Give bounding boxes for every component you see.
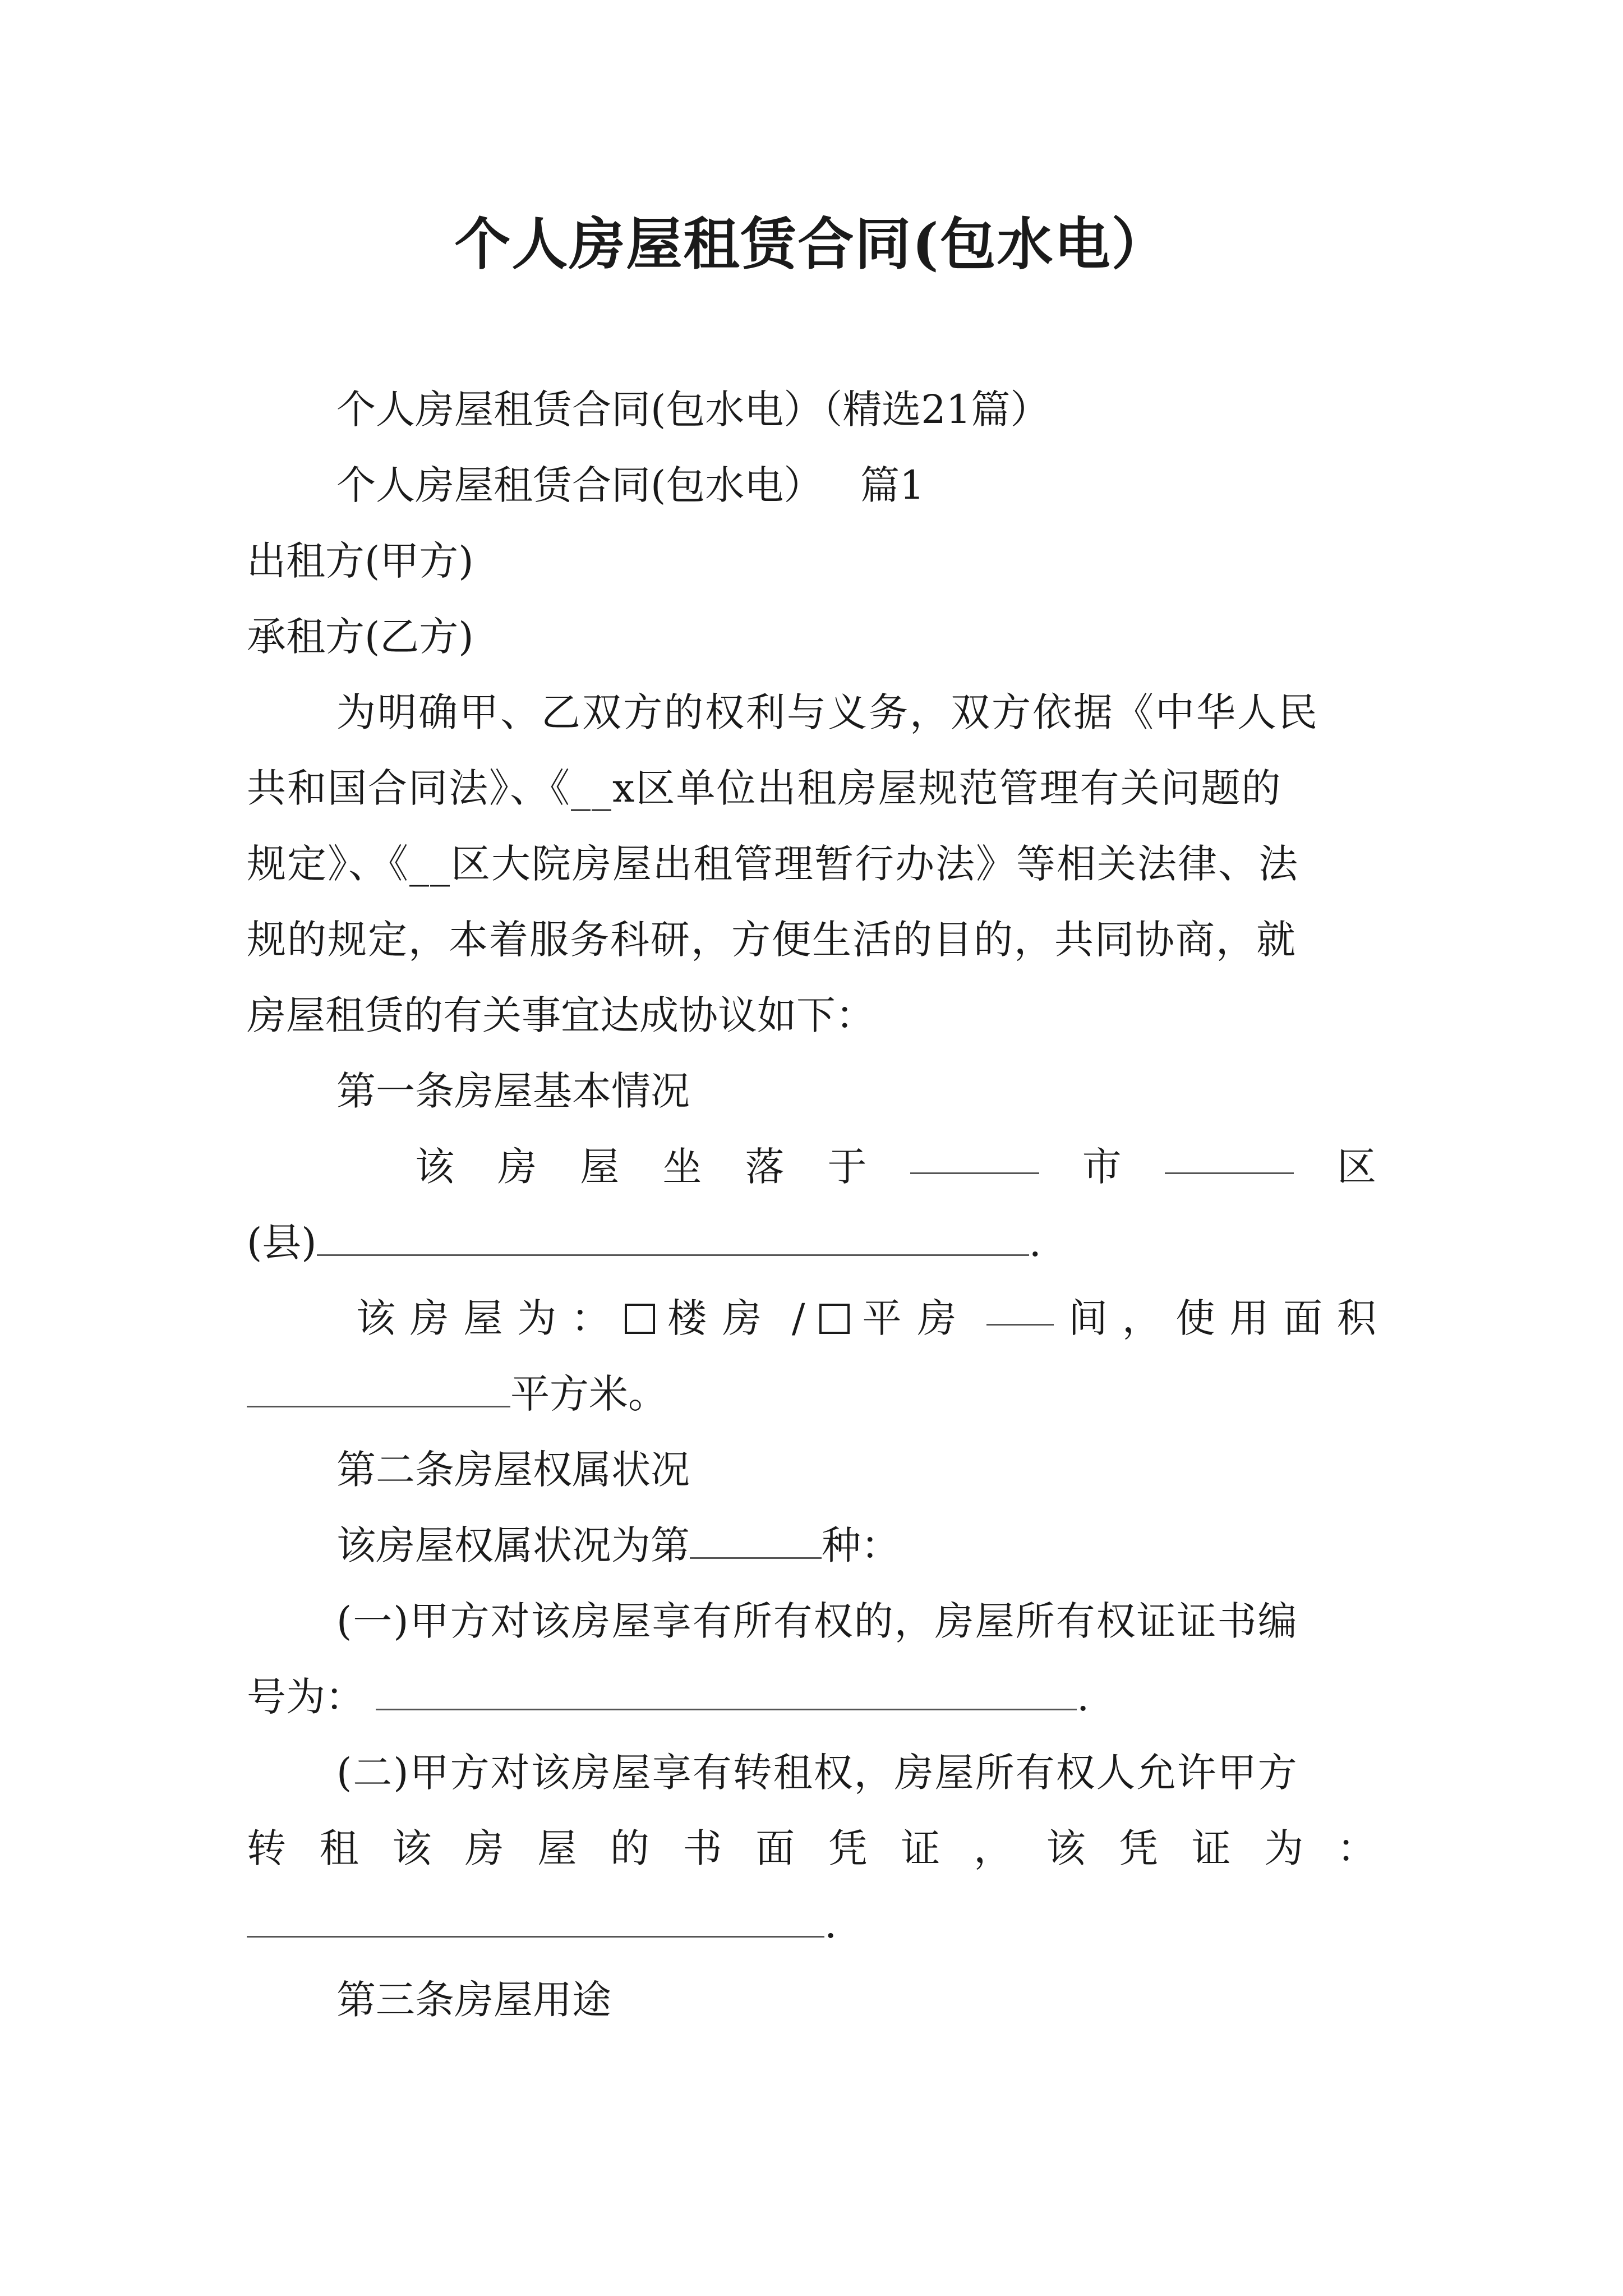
city-blank (910, 1139, 1039, 1174)
article-1-heading: 第一条房屋基本情况 (336, 1068, 690, 1114)
sublease-certificate-blank (247, 1902, 824, 1938)
room-count-blank (986, 1290, 1054, 1326)
ownership-clause-1: (一)甲方对该房屋享有所有权的，房屋所有权证证书编 (336, 1598, 1298, 1644)
article-2-heading: 第二条房屋权属状况 (336, 1447, 690, 1493)
preamble-line: 共和国合同法》、《__x区单位出租房屋规范管理有关问题的 (247, 765, 1282, 811)
location-line: 该 房 屋 坐 落 于 市 区 (415, 1139, 1376, 1195)
sublease-certificate-line: 转 租 该 房 屋 的 书 面 凭 证 ， 该 凭 证 为 ： (247, 1825, 1376, 1871)
address-blank (317, 1221, 1029, 1256)
preamble-line: 规的规定，本着服务科研，方便生活的目的，共同协商，就 (247, 917, 1297, 963)
bungalow-checkbox[interactable] (819, 1304, 850, 1334)
preamble-line: 规定》、《__区大院房屋出租管理暂行办法》等相关法律、法 (247, 841, 1299, 887)
section-heading: 个人房屋租赁合同(包水电） 篇1 (336, 462, 925, 508)
certificate-number-line: 号为： . (247, 1674, 1090, 1720)
district-blank (1165, 1139, 1294, 1174)
building-checkbox[interactable] (625, 1304, 655, 1334)
area-line: 平方米。 (247, 1366, 667, 1422)
lessee-label: 承租方(乙方) (247, 614, 474, 660)
article-3-heading: 第三条房屋用途 (336, 1977, 611, 2023)
subtitle: 个人房屋租赁合同(包水电）（精选21篇） (336, 386, 1050, 432)
county-line: (县) . (247, 1220, 1041, 1266)
area-blank (247, 1372, 510, 1407)
preamble-line: 为明确甲、乙双方的权利与义务，双方依据《中华人民 (336, 689, 1319, 735)
sublease-certificate-blank-line: . (247, 1896, 837, 1952)
ownership-clause-2: (二)甲方对该房屋享有转租权，房屋所有权人允许甲方 (336, 1750, 1298, 1796)
preamble-line: 房屋租赁的有关事宜达成协议如下： (247, 992, 875, 1038)
ownership-type-blank (690, 1524, 822, 1559)
lessor-label: 出租方(甲方) (247, 538, 474, 584)
document-title: 个人房屋租赁合同(包水电） (454, 211, 1169, 277)
ownership-status-line: 该房屋权属状况为第 种： (336, 1522, 900, 1568)
certificate-number-blank (376, 1675, 1077, 1710)
house-type-line: 该 房 屋 为 ： 楼房 / 平房 间 ， 使 用 面 积 (356, 1290, 1376, 1346)
